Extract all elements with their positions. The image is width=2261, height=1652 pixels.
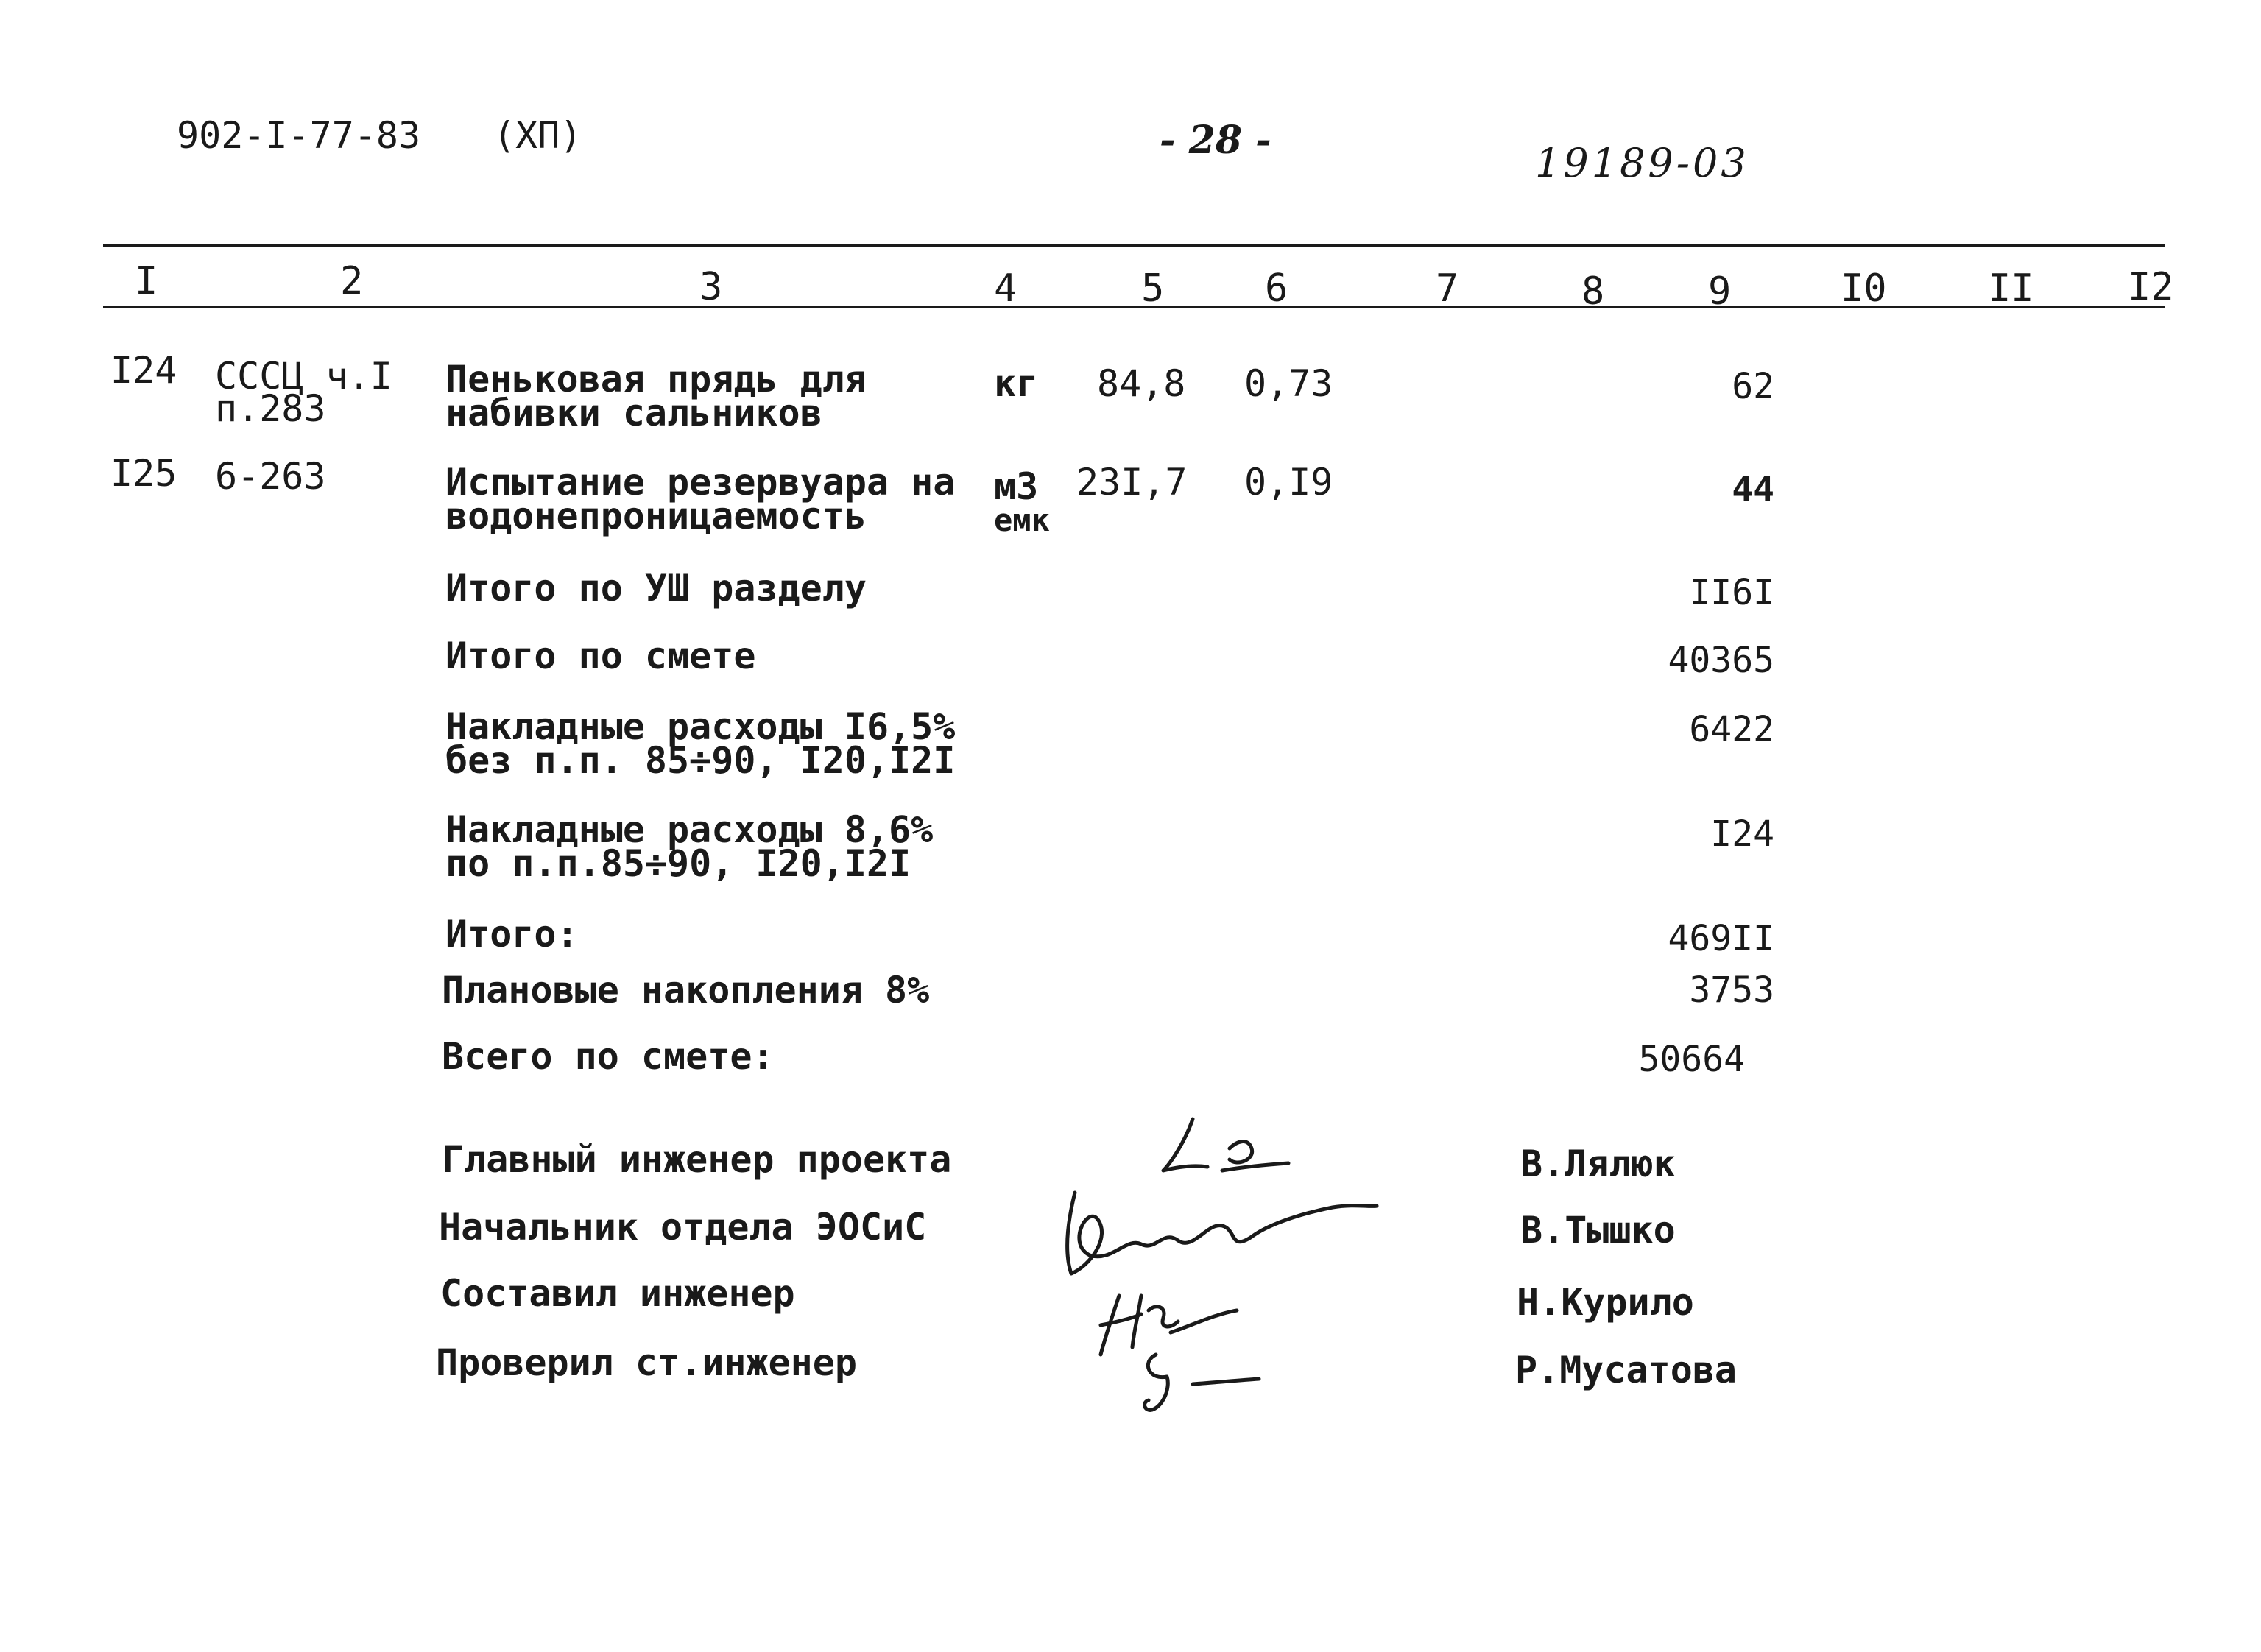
row-unit-price: 0,73 xyxy=(1244,362,1333,405)
row-reference-line2: п.283 xyxy=(215,387,326,430)
table-top-rule xyxy=(103,244,2165,247)
row-quantity: 23I,7 xyxy=(1076,461,1188,504)
subtotal-estimate-value: 40365 xyxy=(1668,640,1774,681)
col-header-2: 2 xyxy=(340,259,364,303)
total-label: Итого: xyxy=(445,913,579,956)
row-description-line2: набивки сальников xyxy=(445,392,822,434)
inventory-number: 19189-03 xyxy=(1535,140,1749,186)
row-cost: 44 xyxy=(1732,469,1774,510)
signature-name: В.Тышко xyxy=(1520,1209,1676,1252)
row-unit-price: 0,I9 xyxy=(1244,461,1333,504)
signature-name: Н.Курило xyxy=(1517,1281,1694,1324)
row-reference: СССЦ ч.I xyxy=(215,355,392,398)
overhead-1-value: 6422 xyxy=(1689,709,1774,750)
planned-savings-value: 3753 xyxy=(1689,970,1774,1011)
col-header-1: I xyxy=(135,259,158,303)
col-header-3: 3 xyxy=(699,265,723,309)
grand-total-label: Всего по смете: xyxy=(442,1035,775,1078)
row-quantity: 84,8 xyxy=(1097,362,1186,405)
col-header-7: 7 xyxy=(1436,266,1459,311)
col-header-10: I0 xyxy=(1841,266,1887,311)
row-cost: 62 xyxy=(1732,366,1774,407)
handwritten-signatures xyxy=(1045,1097,1384,1421)
overhead-2-label: Накладные расходы 8,6% xyxy=(445,808,934,851)
overhead-1-label-line2: без п.п. 85÷90, I20,I2I xyxy=(445,739,956,782)
total-value: 469II xyxy=(1668,918,1774,959)
overhead-2-value: I24 xyxy=(1710,813,1774,855)
col-header-12: I2 xyxy=(2128,265,2174,309)
col-header-8: 8 xyxy=(1581,269,1605,314)
subtotal-section-value: II6I xyxy=(1689,572,1774,613)
signature-role: Начальник отдела ЭОСиС xyxy=(439,1206,927,1249)
signature-role: Составил инженер xyxy=(440,1272,795,1315)
document-code: 902-I-77-83 xyxy=(177,114,421,157)
row-description-line2: водонепроницаемость xyxy=(445,495,867,537)
row-unit: кг xyxy=(994,362,1039,405)
section-label: (ХП) xyxy=(493,114,582,157)
row-description: Пеньковая прядь для xyxy=(445,358,867,400)
row-unit: м3 xyxy=(994,465,1039,508)
col-header-5: 5 xyxy=(1141,266,1165,311)
row-number: I25 xyxy=(110,452,177,495)
row-unit-line2: емк xyxy=(994,502,1050,538)
planned-savings-label: Плановые накопления 8% xyxy=(442,969,930,1012)
subtotal-estimate-label: Итого по смете xyxy=(445,635,756,677)
signature-name: Р.Мусатова xyxy=(1515,1349,1738,1391)
col-header-6: 6 xyxy=(1265,266,1288,311)
overhead-2-label-line2: по п.п.85÷90, I20,I2I xyxy=(445,842,911,885)
overhead-1-label: Накладные расходы I6,5% xyxy=(445,705,956,748)
row-number: I24 xyxy=(110,349,177,392)
signature-role: Главный инженер проекта xyxy=(442,1138,952,1181)
col-header-11: II xyxy=(1988,266,2034,311)
page-number: - 28 - xyxy=(1160,118,1271,163)
signature-name: В.Лялюк xyxy=(1520,1143,1676,1185)
signature-role: Проверил ст.инженер xyxy=(436,1341,857,1384)
subtotal-section-label: Итого по УШ разделу xyxy=(445,567,867,610)
grand-total-value: 50664 xyxy=(1638,1039,1745,1080)
row-reference: 6-263 xyxy=(215,455,326,498)
col-header-9: 9 xyxy=(1708,269,1732,314)
row-description: Испытание резервуара на xyxy=(445,461,956,504)
col-header-4: 4 xyxy=(994,266,1017,311)
